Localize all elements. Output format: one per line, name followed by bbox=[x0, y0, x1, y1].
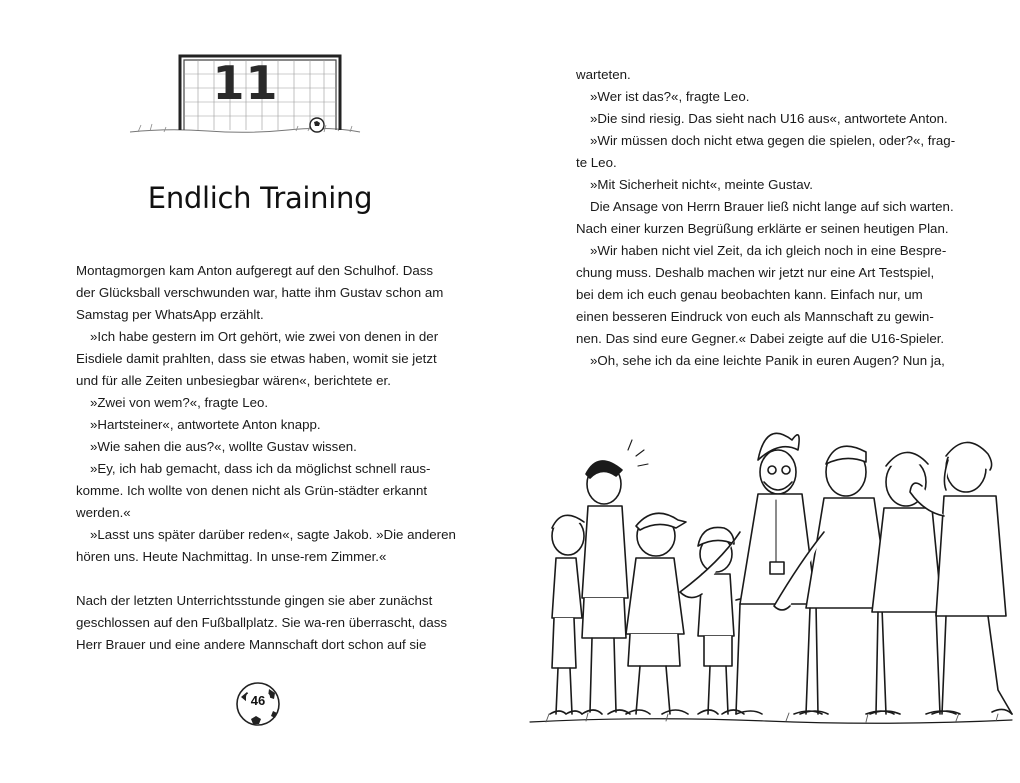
text-line: werden.« bbox=[76, 505, 131, 520]
page-number: 46 bbox=[250, 693, 266, 708]
text-line: »Wie sahen die aus?«, wollte Gustav wissen. bbox=[90, 439, 357, 454]
text-line: »Ey, ich hab gemacht, dass ich da möglichst schnell raus- bbox=[90, 461, 431, 476]
text-line: »Lasst uns später darüber reden«, sagte Jakob. »Die anderen bbox=[90, 527, 456, 542]
text-line: »Zwei von wem?«, fragte Leo. bbox=[90, 395, 269, 410]
soccer-goal-illustration bbox=[128, 50, 363, 142]
text-line: »Mit Sicherheit nicht«, meinte Gustav. bbox=[590, 177, 813, 192]
text-line bbox=[76, 568, 456, 590]
text-line: geschlossen auf den Fußballplatz. Sie wa-ren überrascht, dass bbox=[76, 615, 448, 630]
text-line: Herr Brauer und eine andere Mannschaft dort schon auf sie bbox=[76, 637, 427, 652]
text-line: »Hartsteiner«, antwortete Anton knapp. bbox=[90, 417, 321, 432]
text-line: »Ich habe gestern im Ort gehört, wie zwei von denen in der bbox=[90, 329, 439, 344]
text-line: hören uns. Heute Nachmittag. In unse-rem Zimmer.« bbox=[76, 549, 387, 564]
text-line: »Die sind riesig. Das sieht nach U16 aus«, antwortete Anton. bbox=[590, 111, 948, 126]
text-line: Nach einer kurzen Begrüßung erklärte er seinen heutigen Plan. bbox=[576, 221, 949, 236]
chapter-title: Endlich Training bbox=[147, 181, 373, 215]
text-line: chung muss. Deshalb machen wir jetzt nur eine Art Testspiel, bbox=[576, 265, 935, 280]
text-line: te Leo. bbox=[576, 155, 617, 170]
player-figure bbox=[626, 513, 688, 714]
text-line: Die Ansage von Herrn Brauer ließ nicht lange auf sich warten. bbox=[590, 199, 954, 214]
text-line: einen besseren Eindruck von euch als Mannschaft zu gewin- bbox=[576, 309, 934, 324]
text-line: Eisdiele damit prahlten, dass sie etwas haben, womit sie jetzt bbox=[76, 351, 437, 366]
text-line: »Wer ist das?«, fragte Leo. bbox=[590, 89, 750, 104]
right-page bbox=[510, 0, 1020, 783]
player-figure bbox=[550, 515, 584, 714]
text-line: »Oh, sehe ich da eine leichte Panik in euren Augen? Nun ja, bbox=[590, 353, 945, 368]
text-line: und für alle Zeiten unbesiegbar wären«, berichtete er. bbox=[76, 373, 391, 388]
text-line: Nach der letzten Unterrichtsstunde gingen sie aber zunächst bbox=[76, 593, 433, 608]
soccer-team-illustration bbox=[526, 412, 1016, 732]
text-line: »Wir haben nicht viel Zeit, da ich gleich noch in eine Bespre- bbox=[590, 243, 947, 258]
text-line: Samstag per WhatsApp erzählt. bbox=[76, 307, 264, 322]
text-line: »Wir müssen doch nicht etwa gegen die spielen, oder?«, frag- bbox=[590, 133, 956, 148]
text-line: Montagmorgen kam Anton aufgeregt auf den Schulhof. Dass bbox=[76, 263, 434, 278]
text-line: bei dem ich euch genau beobachten kann. Einfach nur, um bbox=[576, 287, 923, 302]
page-number-badge bbox=[233, 681, 283, 727]
chapter-number: 11 bbox=[212, 56, 279, 110]
text-line: nen. Das sind eure Gegner.« Dabei zeigte auf die U16-Spieler. bbox=[576, 331, 945, 346]
text-line: komme. Ich wollte von denen nicht als Grün-städter erkannt bbox=[76, 483, 428, 498]
text-line: der Glücksball verschwunden war, hatte ihm Gustav schon am bbox=[76, 285, 444, 300]
text-line: warteten. bbox=[576, 67, 631, 82]
right-body-text bbox=[576, 64, 956, 372]
left-body-text bbox=[76, 260, 456, 656]
